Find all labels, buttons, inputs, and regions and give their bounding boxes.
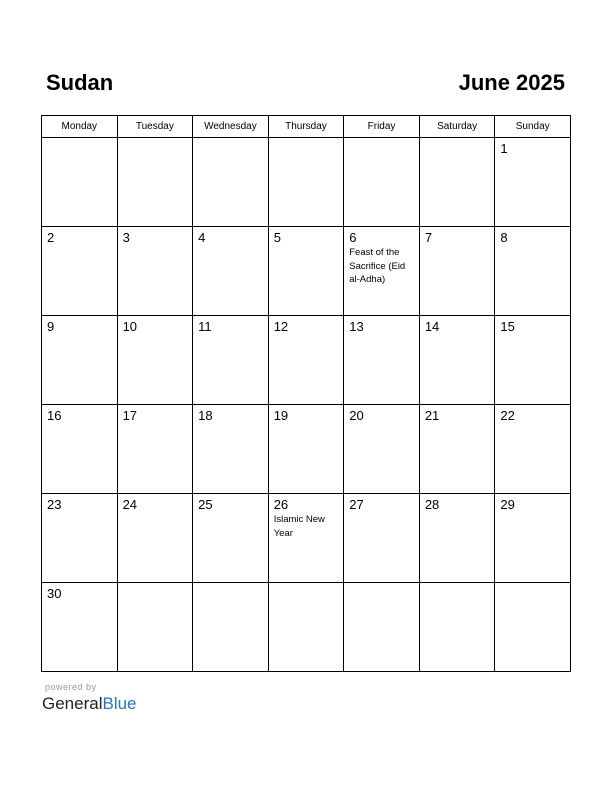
calendar-day-cell [344,316,420,405]
day-number: 11 [198,319,212,334]
calendar-day-cell [344,405,420,494]
calendar-day-cell [419,316,495,405]
calendar-body [42,138,571,672]
weekday-header-tuesday: Tuesday [117,116,193,138]
weekday-header-wednesday: Wednesday [193,116,269,138]
day-number: 27 [349,497,364,512]
calendar-day-cell [344,227,420,316]
day-number: 16 [47,408,62,423]
calendar-day-cell [193,405,269,494]
calendar-day-cell [495,316,571,405]
day-number: 22 [500,408,515,423]
day-number: 14 [424,319,440,334]
day-number: 12 [273,319,289,334]
calendar-day-cell [42,316,118,405]
calendar-day-cell [495,138,571,227]
day-number: 19 [273,408,289,423]
calendar-day-cell [419,138,495,227]
weekday-header-sunday: Sunday [495,116,571,138]
calendar-day-cell [344,494,420,583]
calendar-week-row [42,227,571,316]
day-number: 18 [198,408,213,423]
calendar-day-cell [193,227,269,316]
calendar-day-cell [419,227,495,316]
day-number: 26 [273,497,289,512]
calendar-week-row [42,583,571,672]
calendar-day-cell [42,227,118,316]
calendar-week-row [42,138,571,227]
day-number: 9 [47,319,55,334]
weekday-header-monday: Monday [42,116,118,138]
weekday-header-row [42,116,571,138]
day-number: 25 [198,497,213,512]
calendar-day-cell [193,138,269,227]
holiday-label: Islamic New Year [273,514,325,539]
day-number: 23 [47,497,62,512]
calendar-day-cell [268,494,344,583]
calendar-week-row [42,405,571,494]
day-number: 10 [122,319,138,334]
day-number: 5 [273,230,281,245]
calendar-day-cell [419,405,495,494]
powered-by-label: powered by [45,682,97,692]
day-number: 29 [500,497,515,512]
brand-logo[interactable] [42,694,137,714]
calendar-day-cell [495,583,571,672]
day-number: 15 [500,319,515,334]
day-number: 24 [122,497,138,512]
calendar-day-cell [495,227,571,316]
calendar-day-cell [268,405,344,494]
day-number: 3 [122,230,130,245]
day-number: 7 [424,230,433,245]
day-number: 17 [122,408,138,423]
calendar-day-cell [419,583,495,672]
calendar-day-cell [42,494,118,583]
calendar-day-cell [193,316,269,405]
calendar-day-cell [117,583,193,672]
calendar-day-cell [419,494,495,583]
calendar-week-row [42,494,571,583]
brand-general-text: General [42,694,103,713]
day-number: 20 [349,408,364,423]
holiday-label: Feast of the Sacrifice (Eid al-Adha) [349,247,406,285]
calendar-day-cell [42,405,118,494]
weekday-header-thursday: Thursday [268,116,344,138]
day-number: 30 [47,586,62,601]
calendar-day-cell [117,405,193,494]
calendar-day-cell [42,583,118,672]
calendar-grid [41,115,571,672]
calendar-day-cell [117,227,193,316]
day-number: 4 [198,230,206,245]
calendar-week-row [42,316,571,405]
calendar-day-cell [268,583,344,672]
calendar-day-cell [344,583,420,672]
day-number: 21 [424,408,440,423]
calendar-day-cell [117,138,193,227]
day-number: 2 [47,230,55,245]
day-number: 28 [424,497,440,512]
day-number: 6 [349,230,357,245]
calendar-day-cell [495,405,571,494]
calendar-day-cell [344,138,420,227]
brand-blue-text: Blue [102,694,137,713]
day-number: 8 [500,230,508,245]
country-title: Sudan [46,70,114,95]
day-number: 1 [500,141,508,156]
calendar-day-cell [193,494,269,583]
month-title: June 2025 [458,70,565,95]
calendar-day-cell [117,316,193,405]
weekday-header-saturday: Saturday [419,116,495,138]
calendar-day-cell [193,583,269,672]
calendar-day-cell [117,494,193,583]
calendar-day-cell [268,227,344,316]
calendar-day-cell [42,138,118,227]
day-number: 13 [349,319,364,334]
calendar-day-cell [268,316,344,405]
calendar-day-cell [268,138,344,227]
weekday-header-friday: Friday [344,116,420,138]
calendar-day-cell [495,494,571,583]
